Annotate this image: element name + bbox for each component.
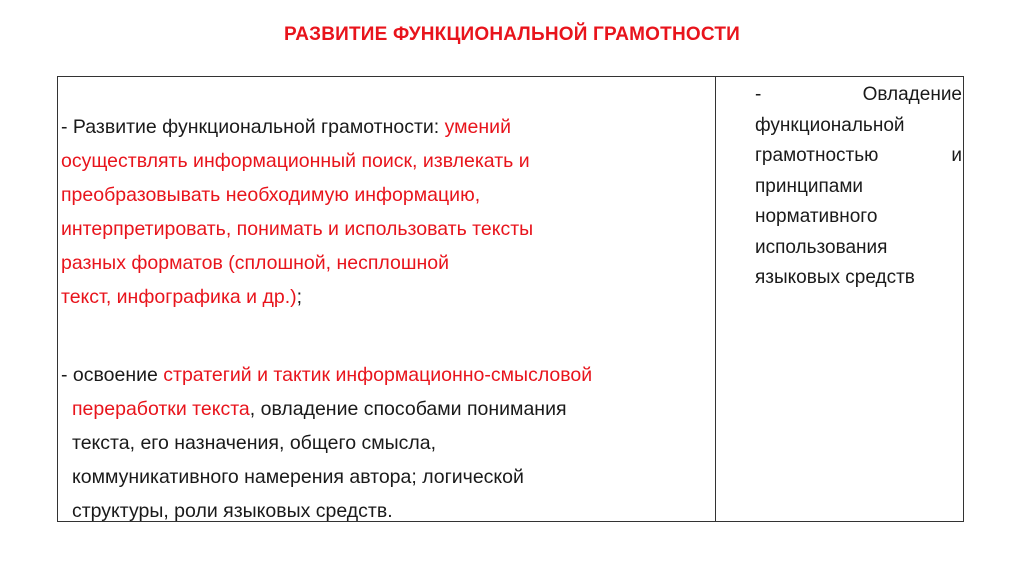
right-cell (755, 80, 962, 294)
para1-red-line: интерпретировать, понимать и использовать тексты (61, 218, 534, 240)
para1-tail: ; (296, 286, 303, 308)
slide-title: РАЗВИТИЕ ФУНКЦИОНАЛЬНОЙ ГРАМОТНОСТИ (284, 24, 740, 45)
para1-red-line: преобразовывать необходимую информацию, (61, 184, 481, 206)
para1-red-line: умений (444, 116, 511, 138)
right-line (755, 80, 962, 111)
content-table (57, 76, 964, 522)
paragraph-strategies (61, 358, 711, 528)
right-word: и (951, 145, 962, 166)
column-divider (715, 77, 716, 521)
right-line: принципами (755, 175, 863, 197)
para1-red-line: текст, инфографика и др.) (61, 286, 297, 308)
right-line: функциональной (755, 114, 905, 136)
paragraph-functional-literacy (61, 110, 711, 314)
para1-red-line: осуществлять информационный поиск, извлекать и (61, 150, 530, 172)
right-word: Овладение (862, 84, 962, 105)
para2-rest: , овладение способами понимания (249, 398, 567, 420)
para1-lead: - Развитие функциональной грамотности: (61, 116, 445, 138)
right-line: языковых средств (755, 267, 915, 288)
para2-line: коммуникативного намерения автора; логической (72, 466, 524, 488)
para2-line (61, 392, 711, 426)
para2-lead: - освоение (61, 364, 164, 386)
left-cell (61, 110, 711, 528)
para2-red-2: переработки текста (72, 398, 250, 420)
para2-red-1: стратегий и тактик информационно-смысловой (163, 364, 593, 386)
right-line (755, 141, 962, 172)
right-line: нормативного (755, 206, 878, 227)
right-word: грамотностью (755, 145, 879, 166)
para2-line: структуры, роли языковых средств. (72, 500, 393, 522)
para1-red-line: разных форматов (сплошной, несплошной (61, 252, 450, 274)
right-dash: - (755, 84, 762, 105)
para2-line: текста, его назначения, общего смысла, (72, 432, 437, 454)
right-line: использования (755, 236, 888, 258)
